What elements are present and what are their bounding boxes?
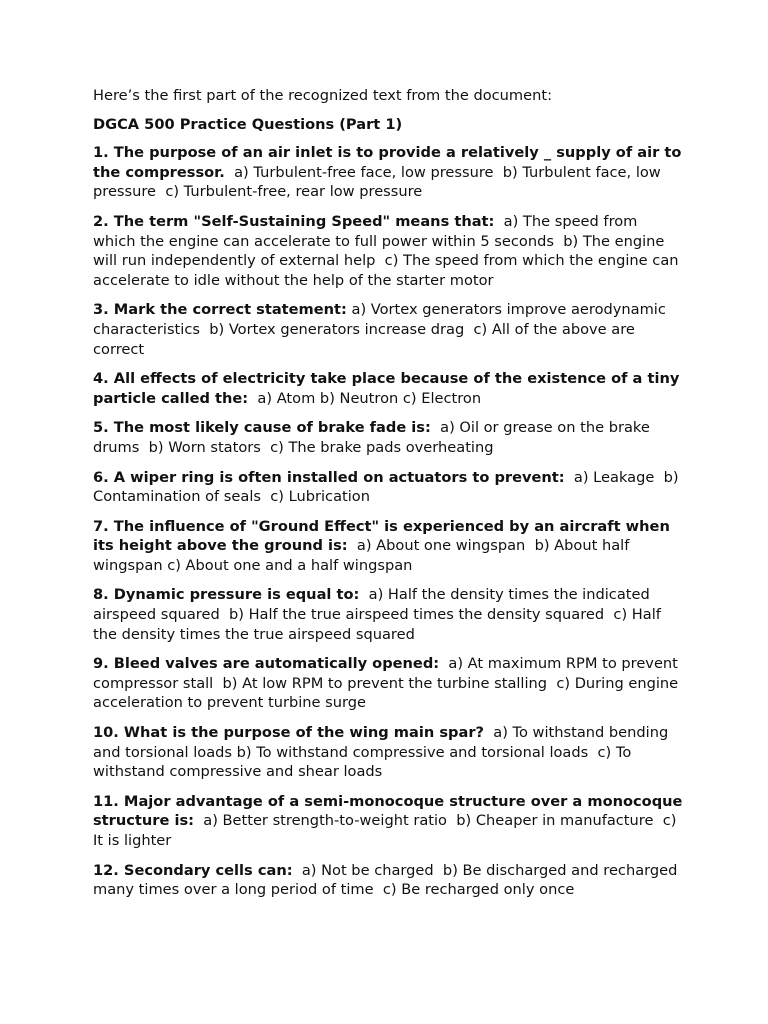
document-page — [93, 86, 688, 910]
question-item — [93, 654, 683, 713]
question-text: 10. What is the purpose of the wing main spar? — [93, 724, 484, 742]
question-item — [93, 212, 683, 290]
question-text: 8. Dynamic pressure is equal to: — [93, 586, 360, 604]
question-item — [93, 861, 683, 900]
question-item — [93, 517, 683, 576]
question-item — [93, 723, 683, 782]
document-title: DGCA 500 Practice Questions (Part 1) — [93, 115, 403, 133]
answer-options: a) Turbulent-free face, low pressure b) Turbulent face, low pressure c) Turbulent-free, rear low pressure — [93, 163, 666, 201]
question-text: 11. Major advantage of a semi-monocoque structure over a monocoque structure is: — [93, 792, 688, 830]
question-text: 5. The most likely cause of brake fade is: — [93, 419, 431, 437]
answer-options: a) Better strength-to-weight ratio b) Cheaper in manufacture c) It is lighter — [93, 812, 682, 849]
question-item — [93, 792, 688, 851]
answer-options: a) At maximum RPM to prevent compressor stall b) At low RPM to prevent the turbine stalling c) During engine acceleration to prevent turbine surge — [93, 655, 683, 712]
question-item — [93, 143, 687, 202]
intro-text: Here’s the first part of the recognized text from the document: — [93, 87, 552, 104]
question-text: 12. Secondary cells can: — [93, 861, 293, 879]
question-item — [93, 468, 683, 507]
question-item — [93, 585, 683, 644]
question-text: 4. All effects of electricity take place because of the existence of a tiny particle called the: — [93, 370, 685, 407]
question-text: 9. Bleed valves are automatically opened: — [93, 655, 440, 673]
question-text: 1. The purpose of an air inlet is to provide a relatively _ supply of air to the compressor. — [93, 144, 687, 181]
question-item — [93, 369, 683, 408]
answer-options: a) Half the density times the indicated airspeed squared b) Half the true airspeed times the density squared c) Half the density times the true airspeed squared — [93, 586, 666, 643]
answer-options: a) Vortex generators improve aerodynamic characteristics b) Vortex generators increase drag c) All of the above are correct — [93, 301, 671, 358]
question-text: 6. A wiper ring is often installed on actuators to prevent: — [93, 468, 565, 486]
question-item — [93, 418, 683, 457]
answer-options: a) The speed from which the engine can accelerate to full power within 5 seconds b) The engine will run independently of external help c) The speed from which the engine can accelerate to idle without the help of the starter motor — [93, 212, 684, 289]
answer-options: a) Not be charged b) Be discharged and recharged many times over a long period of time c) Be recharged only once — [93, 861, 683, 899]
question-item — [93, 300, 683, 359]
question-text: 2. The term "Self-Sustaining Speed" means that: — [93, 212, 495, 230]
answer-options: a) Oil or grease on the brake drums b) Worn stators c) The brake pads overheating — [93, 419, 655, 456]
answer-options: a) Leakage b) Contamination of seals c) Lubrication — [93, 468, 684, 506]
answer-options: a) To withstand bending and torsional loads b) To withstand compressive and torsional loads c) To withstand compressive and shear loads — [93, 724, 673, 781]
answer-options: a) About one wingspan b) About half wingspan c) About one and a half wingspan — [93, 537, 634, 574]
answer-options: a) Atom b) Neutron c) Electron — [248, 389, 482, 407]
question-text: 3. Mark the correct statement: — [93, 301, 347, 319]
question-text: 7. The influence of "Ground Effect" is experienced by an aircraft when its height above the ground is: — [93, 517, 675, 555]
